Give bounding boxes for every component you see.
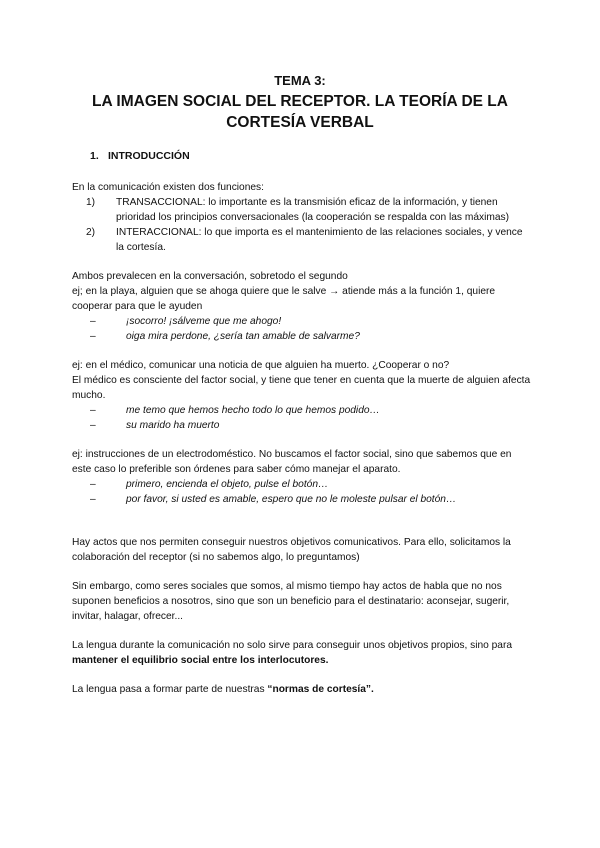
dash-bullet: – — [90, 494, 96, 505]
list-item-text: INTERACCIONAL: lo que importa es el mantenimiento de las relaciones sociales, y vence la cortesía. — [116, 227, 523, 253]
paragraph-text: La lengua durante la comunicación no solo sirve para conseguir unos objetivos propios, sino para — [72, 640, 513, 651]
paragraph — [72, 638, 532, 668]
example-text: ¡socorro! ¡sálveme que me ahogo! — [126, 316, 282, 327]
list-item — [90, 403, 532, 418]
main-title — [60, 91, 540, 133]
paragraph: ej: en el médico, comunicar una noticia de que alguien ha muerto. ¿Cooperar o no? — [72, 360, 450, 371]
intro-lead: En la comunicación existen dos funciones: — [72, 182, 264, 193]
list-item — [86, 225, 532, 255]
list-number: 2) — [86, 227, 96, 238]
section-heading — [90, 150, 190, 162]
list-item — [90, 314, 532, 329]
list-item — [90, 477, 532, 492]
paragraph: ej: instrucciones de un electrodoméstico. No buscamos el factor social, sino que sabemos que en este caso lo preferible son órdenes para saber cómo manejar el aparato. — [72, 449, 512, 475]
list-number: 1) — [86, 197, 96, 208]
spacer — [72, 433, 532, 447]
list-item — [90, 492, 532, 507]
spacer — [72, 624, 532, 638]
dash-bullet: – — [90, 331, 96, 342]
spacer — [72, 344, 532, 358]
example-text: por favor, si usted es amable, espero que no le moleste pulsar el botón… — [126, 494, 457, 505]
main-title-line-2: CORTESÍA VERBAL — [226, 114, 374, 131]
topic-number: TEMA 3: — [274, 73, 326, 88]
paragraph: Ambos prevalecen en la conversación, sobretodo el segundo — [72, 271, 348, 282]
dash-bullet: – — [90, 316, 96, 327]
main-title-line-1: LA IMAGEN SOCIAL DEL RECEPTOR. LA TEORÍA DE LA — [92, 93, 508, 110]
paragraph: ej; en la playa, alguien que se ahoga quiere que le salve → atiende más a la función 1, quiere cooperar para que le ayuden — [72, 286, 496, 312]
example-list — [72, 403, 532, 433]
body-content — [72, 180, 532, 697]
paragraph-text: La lengua pasa a formar parte de nuestras — [72, 684, 268, 695]
dash-bullet: – — [90, 405, 96, 416]
example-text: su marido ha muerto — [126, 420, 220, 431]
spacer — [72, 507, 532, 535]
spacer — [72, 565, 532, 579]
spacer — [72, 668, 532, 682]
title-block — [60, 72, 540, 133]
list-item — [90, 329, 532, 344]
paragraph: Hay actos que nos permiten conseguir nuestros objetivos comunicativos. Para ello, solicitamos la colaboración del receptor (si no sabemos algo, lo preguntamos) — [72, 537, 511, 563]
spacer — [72, 255, 532, 269]
dash-bullet: – — [90, 479, 96, 490]
example-list — [72, 477, 532, 507]
section-number: 1. — [90, 150, 99, 162]
paragraph: Sin embargo, como seres sociales que somos, al mismo tiempo hay actos de habla que no nos suponen beneficios a nosotros, sino que son un beneficio para el destinatario: aconsejar, sugerir, invitar, halagar, ofrecer... — [72, 581, 510, 622]
paragraph — [72, 682, 532, 697]
example-text: primero, encienda el objeto, pulse el botón… — [126, 479, 329, 490]
example-list — [72, 314, 532, 344]
section-title: INTRODUCCIÓN — [108, 150, 190, 162]
list-item-text: TRANSACCIONAL: lo importante es la transmisión eficaz de la información, y tienen prioridad los principios conversacionales (la cooperación se respalda con las máximas) — [116, 197, 509, 223]
bold-text: mantener el equilibrio social entre los interlocutores. — [72, 655, 329, 666]
paragraph: El médico es consciente del factor social, y tiene que tener en cuenta que la muerte de alguien afecta mucho. — [72, 375, 531, 401]
dash-bullet: – — [90, 420, 96, 431]
example-text: oiga mira perdone, ¿sería tan amable de salvarme? — [126, 331, 360, 342]
list-item — [90, 418, 532, 433]
example-text: me temo que hemos hecho todo lo que hemos podido… — [126, 405, 380, 416]
list-item — [86, 195, 532, 225]
functions-list — [72, 195, 532, 255]
bold-text: “normas de cortesía”. — [267, 684, 374, 695]
